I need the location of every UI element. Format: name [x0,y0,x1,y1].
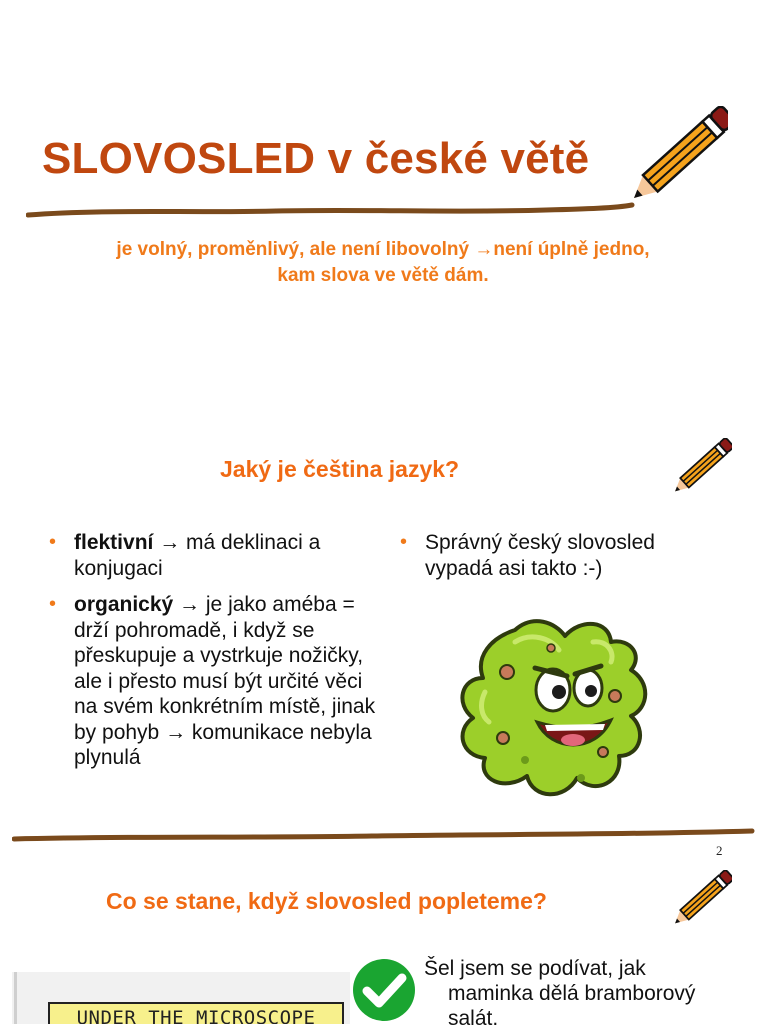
example-sentence [424,956,754,1031]
bullet-dot: • [400,531,408,553]
section-divider [12,826,756,846]
title-divider [26,200,636,224]
comic-image [12,972,350,1024]
slide-subtitle [30,237,736,289]
left-bullet-list [46,530,386,771]
list-item [397,530,697,581]
list-item [46,530,386,581]
amoeba-illustration [455,612,655,804]
example-line-3: salát. [448,1007,499,1030]
page-number: 2 [716,843,723,858]
slide-title: SLOVOSLED v české větě [42,134,590,183]
term-bold: organický [74,593,174,616]
subtitle-line-2: kam slova ve větě dám. [277,265,489,286]
example-line-2: maminka dělá bramborový [448,982,696,1005]
bullet-dot: • [49,593,57,615]
right-bullet-list [397,530,697,581]
comic-caption: UNDER THE MICROSCOPE [76,1007,316,1024]
list-item [46,592,386,771]
pencil-icon [668,438,732,496]
section-heading: Co se stane, když slovosled popleteme? [106,888,547,914]
example-line-1: Šel jsem se podívat, jak [424,957,646,980]
term-description: → je jako améba = drží pohromadě, i když se přeskupuje a vystrkuje nožičky, ale i přesto musí být určité věci na svém konkrétním místě, jinak by pohyb → komunikace nebyla plynulá [74,593,376,769]
item-text: Správný český slovosled vypadá asi takto :-) [425,531,655,580]
subtitle-line-1: je volný, proměnlivý, ale není libovolný →není úplně jedno, [116,239,650,260]
bullet-dot: • [49,531,57,553]
comic-caption-box [48,1002,344,1024]
pencil-icon [626,106,728,206]
term-bold: flektivní [74,531,154,554]
pencil-icon [668,870,732,928]
section-heading: Jaký je čeština jazyk? [220,456,460,482]
check-icon [352,958,416,1022]
term-description: → má deklinaci a konjugaci [74,531,321,580]
